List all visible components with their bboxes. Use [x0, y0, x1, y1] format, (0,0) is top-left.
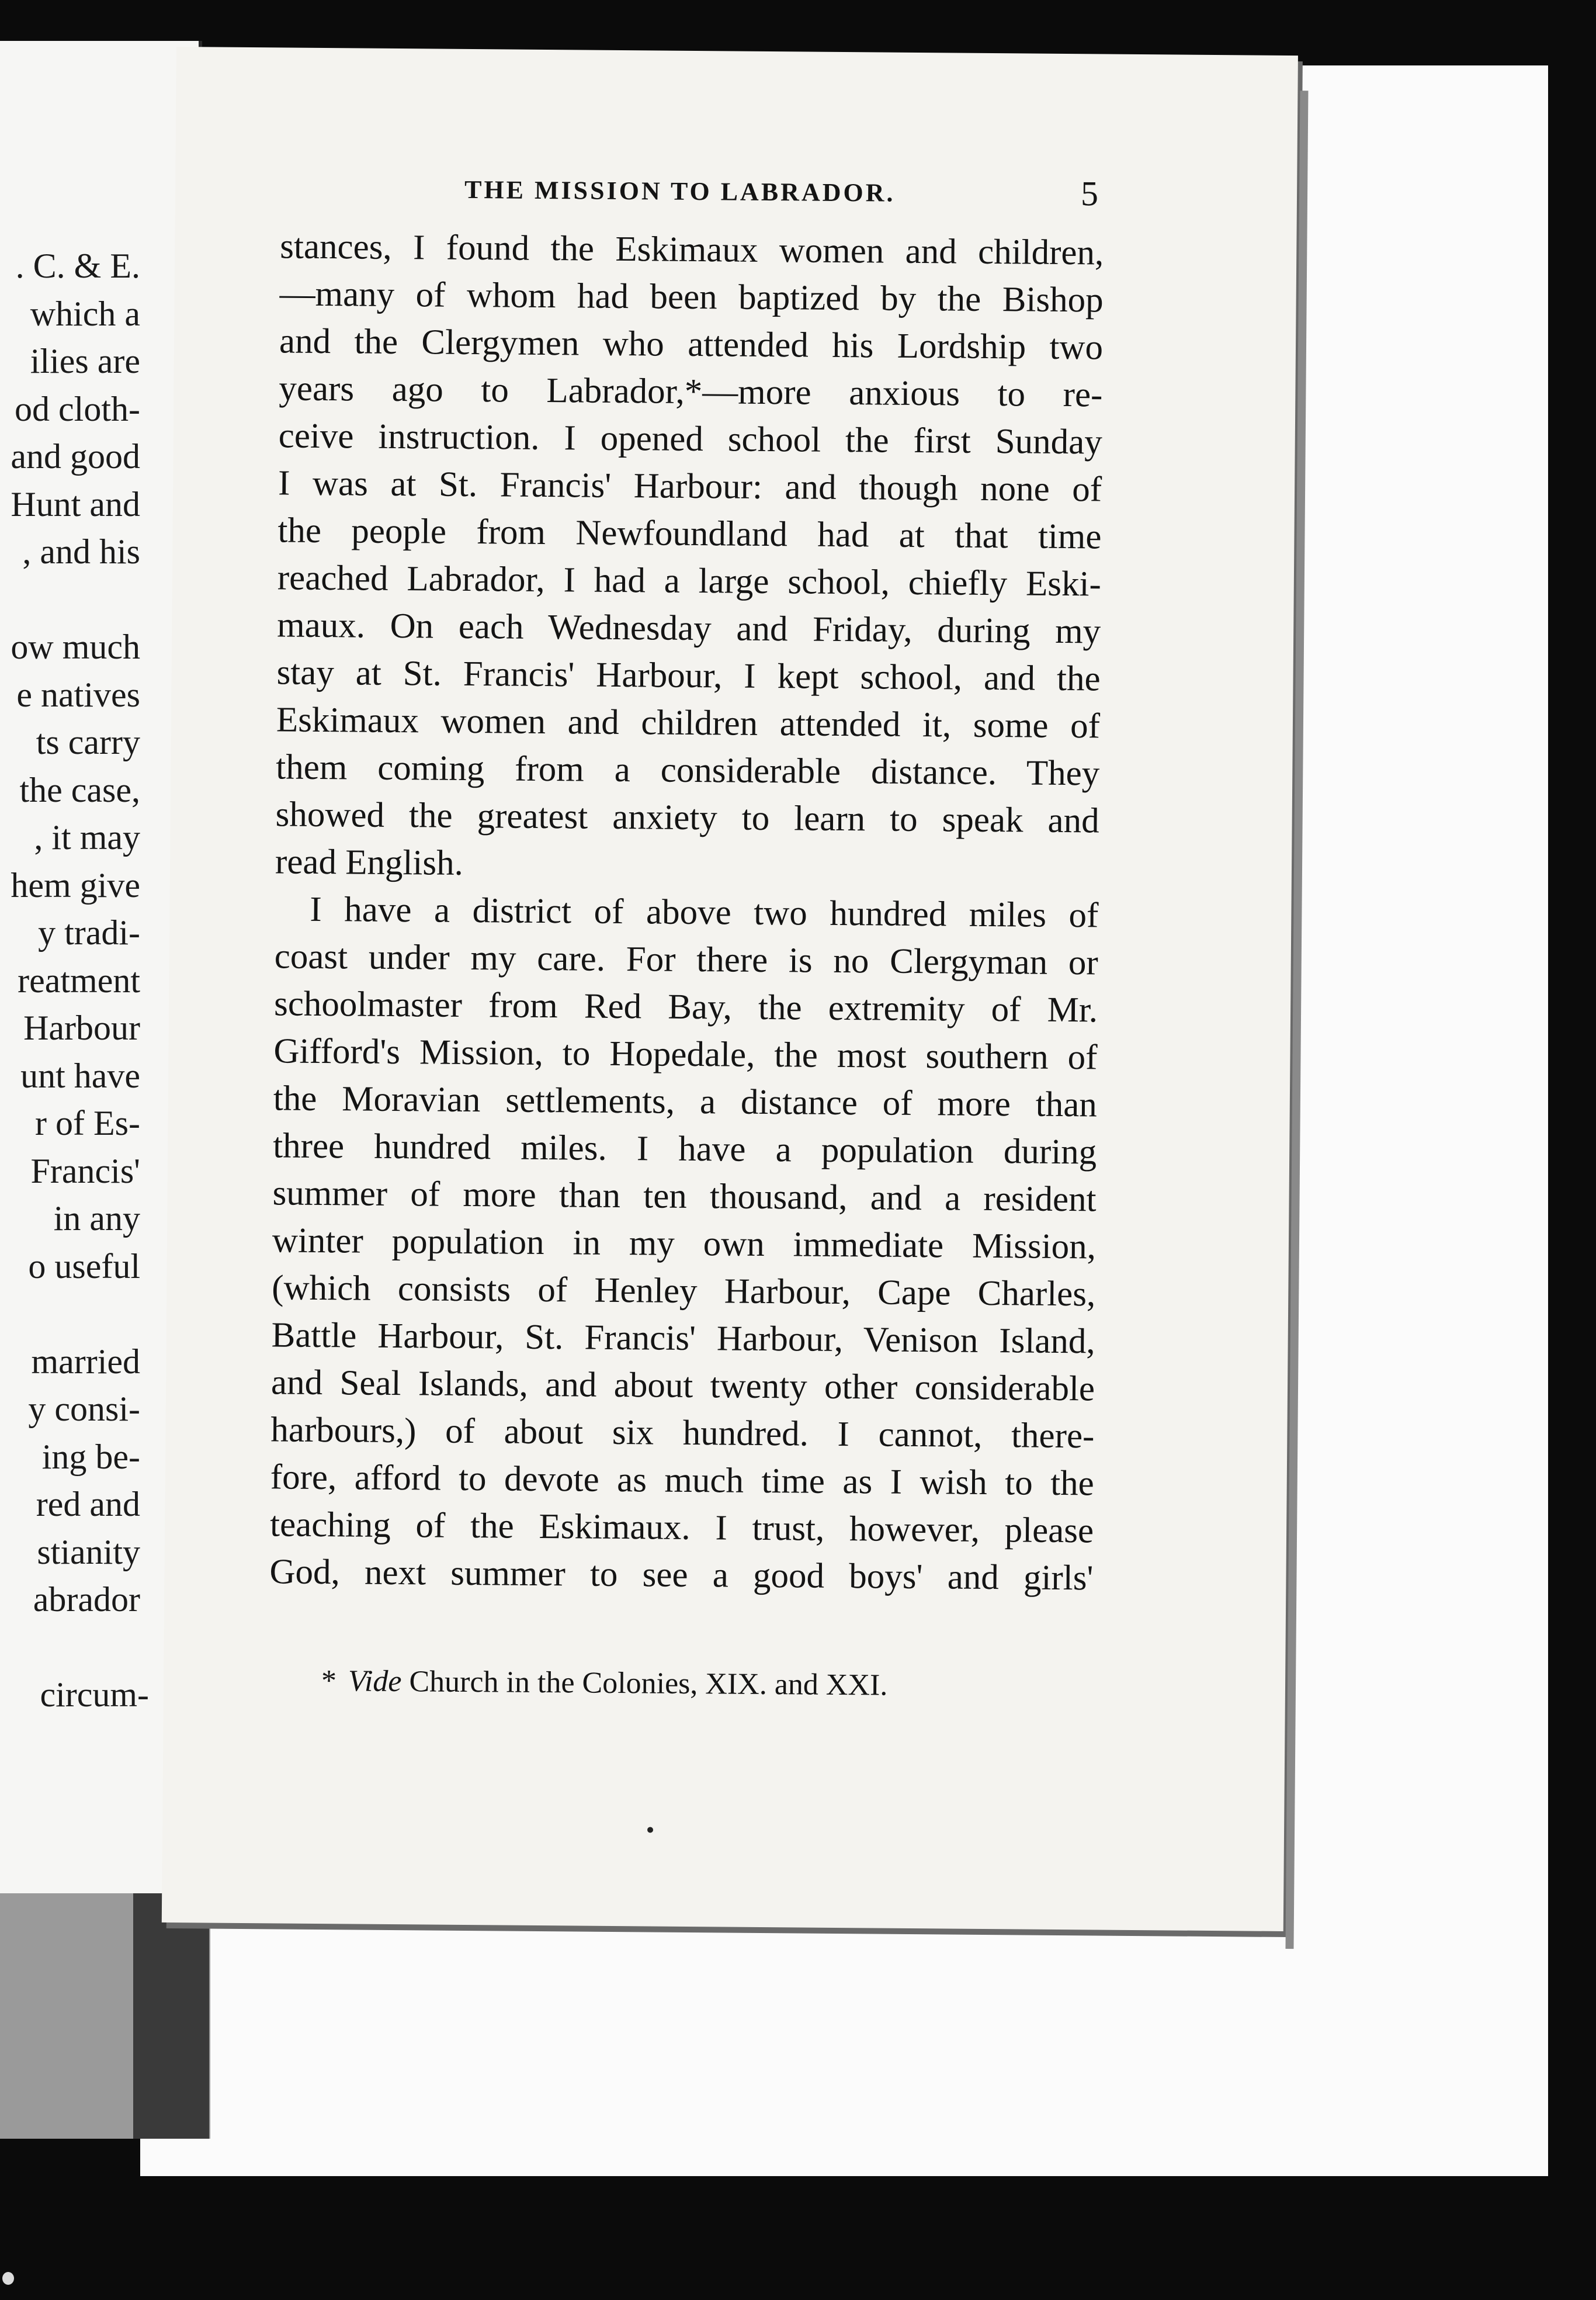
text-line: God, next summer to see a good boys' and girls': [269, 1552, 1094, 1598]
previous-page-line: , and his: [22, 532, 140, 571]
previous-page-line: Hunt and: [11, 484, 140, 524]
footnote-mark: *: [321, 1664, 337, 1698]
left-binding-shadow: [133, 1893, 209, 2139]
text-line: them coming from a considerable distance. They: [276, 747, 1100, 794]
previous-page-line: o useful: [28, 1246, 140, 1286]
previous-page-line: ing be-: [41, 1437, 140, 1476]
text-line: I was at St. Francis' Harbour: and though none of: [277, 463, 1102, 510]
text-line: winter population in my own immediate Mission,: [272, 1221, 1097, 1267]
text-line: —many of whom had been baptized by the Bishop: [279, 274, 1104, 320]
previous-page-line: y consi-: [28, 1390, 140, 1428]
previous-page-line: ts carry: [36, 723, 140, 761]
text-line: Gifford's Mission, to Hopedale, the most southern of: [273, 1031, 1098, 1078]
text-line: Eskimaux women and children attended it, some of: [276, 700, 1101, 746]
print-dot: [647, 1827, 653, 1833]
text-line: (which consists of Henley Harbour, Cape Charles,: [272, 1268, 1096, 1314]
previous-page-line: ilies are: [30, 342, 140, 380]
text-line: years ago to Labrador,*—more anxious to re-: [279, 369, 1103, 415]
footnote-vide: Vide: [348, 1664, 402, 1699]
book-page: [162, 47, 1298, 1931]
scan-bottom-edge: [0, 2267, 1596, 2300]
text-line: read English.: [275, 842, 464, 883]
previous-page-line: stianity: [37, 1532, 140, 1571]
text-line: coast under my care. For there is no Clergyman or: [274, 937, 1098, 983]
text-line: summer of more than ten thousand, and a resident: [272, 1173, 1097, 1220]
previous-page-line: in any: [53, 1199, 140, 1238]
previous-page-line: abrador: [33, 1580, 140, 1619]
text-line: schoolmaster from Red Bay, the extremity of Mr.: [273, 984, 1098, 1030]
text-line: fore, afford to devote as much time as I wish to the: [270, 1457, 1094, 1504]
previous-page-line: r of Es-: [35, 1104, 140, 1142]
previous-page-line: Francis': [30, 1151, 140, 1190]
previous-page-line: and good: [11, 437, 140, 476]
text-line: harbours,) of about six hundred. I cannot, there-: [270, 1410, 1095, 1456]
text-line: stay at St. Francis' Harbour, I kept school, and the: [276, 653, 1101, 699]
previous-page-line: od cloth-: [15, 389, 140, 428]
page-number: 5: [1080, 174, 1099, 213]
previous-page-line: reatment: [18, 961, 140, 1000]
body-text: [269, 223, 1104, 1602]
previous-page-line: married: [31, 1342, 140, 1381]
text-line: and Seal Islands, and about twenty other considerable: [270, 1363, 1095, 1409]
previous-page-line: , it may: [34, 818, 140, 857]
previous-page-line: which a: [30, 294, 140, 333]
previous-page-line: e natives: [16, 675, 140, 714]
text-line: three hundred miles. I have a population during: [272, 1126, 1097, 1172]
previous-page-line: unt have: [20, 1056, 140, 1095]
previous-page-line: hem give: [11, 865, 140, 905]
text-line: reached Labrador, I had a large school, chiefly Eski-: [277, 558, 1102, 604]
text-line: Battle Harbour, St. Francis' Harbour, Venison Island,: [271, 1315, 1095, 1362]
previous-page-line: red and: [36, 1485, 140, 1523]
previous-page-line: ow much: [11, 628, 140, 666]
text-line: stances, I found the Eskimaux women and children,: [280, 227, 1104, 273]
previous-page-line: circum-: [40, 1675, 149, 1714]
text-line: maux. On each Wednesday and Friday, during my: [276, 605, 1101, 652]
scan-speck: [2, 2272, 14, 2285]
previous-page-line: Harbour: [23, 1009, 140, 1047]
previous-page-line: . C. & E.: [15, 247, 140, 285]
text-line: ceive instruction. I opened school the first Sunday: [278, 416, 1102, 462]
text-line: the people from Newfoundland had at that time: [277, 511, 1102, 557]
footnote: [321, 1664, 888, 1703]
previous-page-line: y tradi-: [38, 913, 140, 952]
text-line: showed the greatest anxiety to learn to speak and: [275, 795, 1099, 841]
previous-page-line: the case,: [19, 770, 140, 809]
running-header: THE MISSION TO LABRADOR.: [464, 175, 896, 207]
text-line: and the Clergymen who attended his Lordship two: [279, 321, 1104, 368]
text-line: teaching of the Eskimaux. I trust, however, please: [269, 1505, 1094, 1551]
text-line: I have a district of above two hundred miles of: [310, 889, 1099, 936]
text-line: the Moravian settlements, a distance of more than: [273, 1079, 1098, 1125]
footnote-text: Church in the Colonies, XIX. and XXI.: [409, 1665, 888, 1702]
